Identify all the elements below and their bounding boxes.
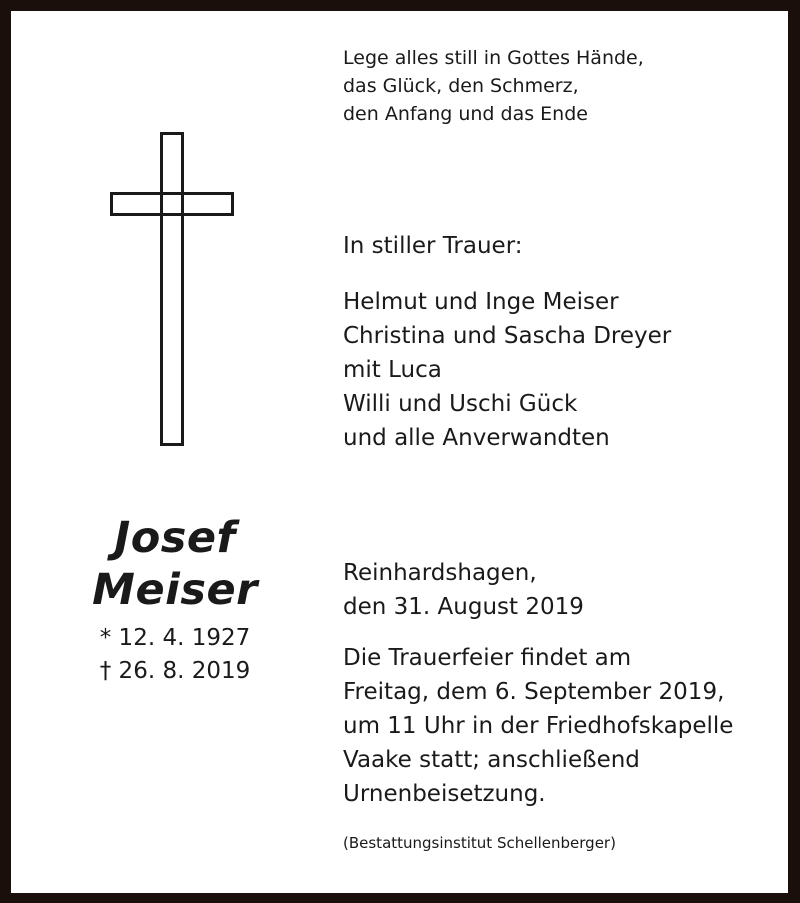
mourning-heading: In stiller Trauer: xyxy=(343,233,523,259)
service-line: Urnenbeisetzung. xyxy=(343,781,546,807)
service-line: um 11 Uhr in der Friedhofskapelle xyxy=(343,713,734,739)
deceased-last-name: Meiser xyxy=(92,565,258,615)
deceased-block xyxy=(40,512,310,688)
bible-quote xyxy=(343,44,644,128)
mourner-item: Willi und Uschi Gück xyxy=(343,391,578,417)
service-line: Freitag, dem 6. September 2019, xyxy=(343,679,725,705)
mourner-item: und alle Anverwandten xyxy=(343,425,610,451)
deceased-first-name: Josef xyxy=(114,513,236,563)
service-line: Vaake statt; anschließend xyxy=(343,747,640,773)
mourner-item: mit Luca xyxy=(343,357,442,383)
quote-line: das Glück, den Schmerz, xyxy=(343,75,579,97)
death-date: † 26. 8. 2019 xyxy=(99,658,251,684)
birth-date: * 12. 4. 1927 xyxy=(99,625,251,651)
quote-line: Lege alles still in Gottes Hände, xyxy=(343,47,644,69)
service-line: Die Trauerfeier findet am xyxy=(343,645,632,671)
quote-line: den Anfang und das Ende xyxy=(343,103,588,125)
place-date xyxy=(343,556,584,624)
mourners-list xyxy=(343,285,671,455)
place: Reinhardshagen, xyxy=(343,560,537,586)
undertaker-credit: (Bestattungsinstitut Schellenberger) xyxy=(343,834,616,852)
life-dates xyxy=(40,622,310,688)
cross-icon xyxy=(110,132,235,447)
mourner-item: Helmut und Inge Meiser xyxy=(343,289,619,315)
mourner-item: Christina und Sascha Dreyer xyxy=(343,323,672,349)
service-notice xyxy=(343,641,733,811)
date: den 31. August 2019 xyxy=(343,594,584,620)
